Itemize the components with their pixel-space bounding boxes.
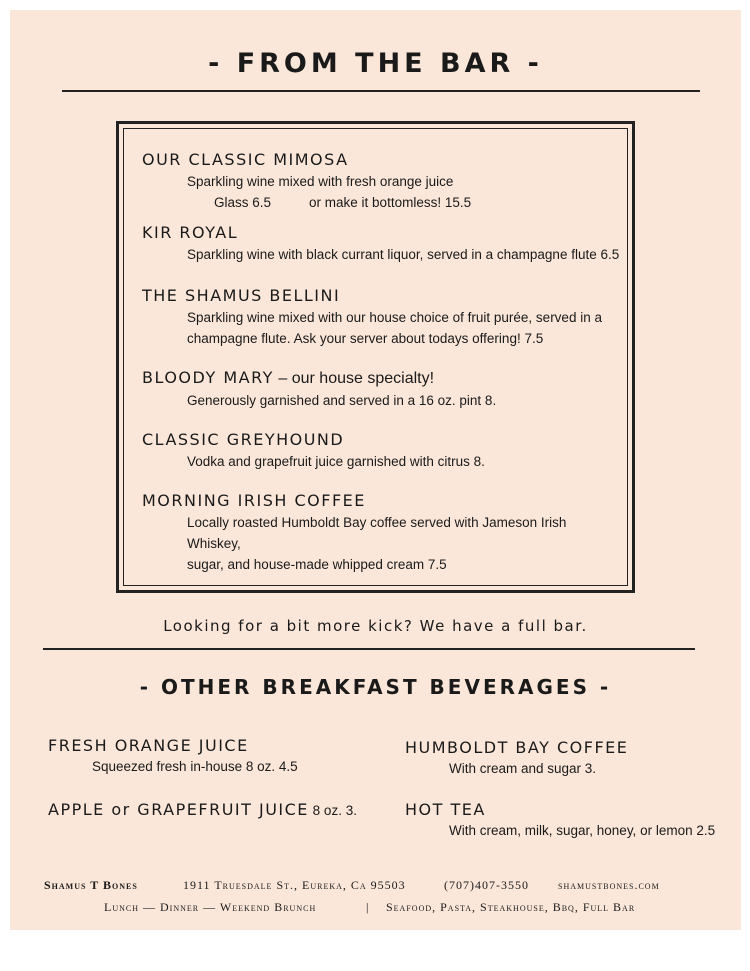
cuisine-list: Seafood, Pasta, Steakhouse, Bbq, Full Bar bbox=[386, 900, 636, 914]
menu-item-greyhound bbox=[142, 430, 622, 472]
menu-item-mimosa bbox=[142, 150, 622, 213]
beverage-name: FRESH ORANGE JUICE bbox=[48, 736, 249, 755]
beverage-apple-grapefruit-juice bbox=[48, 800, 357, 819]
item-desc-line: Generously garnished and served in a 16 oz. pint 8. bbox=[187, 393, 497, 408]
restaurant-phone: (707)407-3550 bbox=[444, 878, 529, 892]
item-name bbox=[142, 368, 622, 388]
item-desc-line: Sparkling wine mixed with fresh orange juice bbox=[187, 174, 454, 189]
item-desc-line: champagne flute. Ask your server about todays offering! 7.5 bbox=[187, 331, 544, 346]
footer-divider: | bbox=[366, 900, 370, 914]
beverage-hot-tea bbox=[405, 800, 715, 838]
item-name: THE SHAMUS BELLINI bbox=[142, 286, 341, 305]
menu-item-bellini bbox=[142, 286, 622, 349]
item-desc-line: sugar, and house-made whipped cream 7.5 bbox=[187, 557, 447, 572]
item-name-suffix: – our house specialty! bbox=[273, 370, 435, 387]
item-price-glass: Glass 6.5 bbox=[214, 195, 272, 210]
restaurant-name: Shamus T Bones bbox=[44, 878, 138, 892]
middle-divider bbox=[43, 648, 695, 650]
item-desc-line: Vodka and grapefruit juice garnished with citrus 8. bbox=[187, 454, 485, 469]
item-desc-line: Sparkling wine mixed with our house choice of fruit purée, served in a bbox=[187, 310, 602, 325]
menu-page bbox=[10, 10, 741, 930]
item-name: OUR CLASSIC MIMOSA bbox=[142, 150, 349, 169]
full-bar-note: Looking for a bit more kick? We have a full bar. bbox=[163, 617, 588, 635]
other-beverages-heading: - OTHER BREAKFAST BEVERAGES - bbox=[139, 675, 612, 699]
item-description bbox=[187, 390, 622, 411]
beverage-humboldt-coffee bbox=[405, 738, 628, 776]
item-name-text: BLOODY MARY bbox=[142, 368, 274, 387]
restaurant-address: 1911 Truesdale St., Eureka, Ca 95503 bbox=[183, 878, 406, 892]
meals-served: Lunch — Dinner — Weekend Brunch bbox=[104, 900, 317, 914]
menu-item-irish-coffee bbox=[142, 491, 622, 575]
beverage-size-price: 8 oz. 3. bbox=[308, 803, 357, 818]
menu-item-bloody-mary bbox=[142, 368, 622, 411]
top-divider bbox=[62, 90, 700, 92]
menu-item-kir-royal bbox=[142, 223, 622, 265]
beverage-description: With cream, milk, sugar, honey, or lemon 2.5 bbox=[449, 823, 716, 838]
item-name: MORNING IRISH COFFEE bbox=[142, 491, 366, 510]
beverage-description: With cream and sugar 3. bbox=[449, 761, 597, 776]
beverage-description: Squeezed fresh in-house 8 oz. 4.5 bbox=[92, 759, 298, 774]
item-name: KIR ROYAL bbox=[142, 223, 239, 242]
item-description bbox=[187, 171, 622, 213]
beverage-name bbox=[48, 800, 357, 819]
item-description bbox=[187, 512, 622, 575]
beverage-orange-juice bbox=[48, 736, 298, 774]
item-desc-line: Sparkling wine with black currant liquor, served in a champagne flute 6.5 bbox=[187, 247, 620, 262]
item-price-bottomless: or make it bottomless! 15.5 bbox=[309, 195, 472, 210]
item-description bbox=[187, 244, 622, 265]
beverage-name: HUMBOLDT BAY COFFEE bbox=[405, 738, 629, 757]
beverage-name: HOT TEA bbox=[405, 800, 486, 819]
item-desc-line: Locally roasted Humboldt Bay coffee served with Jameson Irish Whiskey, bbox=[187, 515, 567, 551]
beverage-name-text: APPLE or GRAPEFRUIT JUICE bbox=[48, 800, 309, 819]
from-the-bar-heading: - FROM THE BAR - bbox=[208, 48, 543, 79]
item-name: CLASSIC GREYHOUND bbox=[142, 430, 345, 449]
restaurant-website[interactable]: shamustbones.com bbox=[558, 878, 660, 892]
item-description bbox=[187, 307, 622, 349]
item-description bbox=[187, 451, 622, 472]
